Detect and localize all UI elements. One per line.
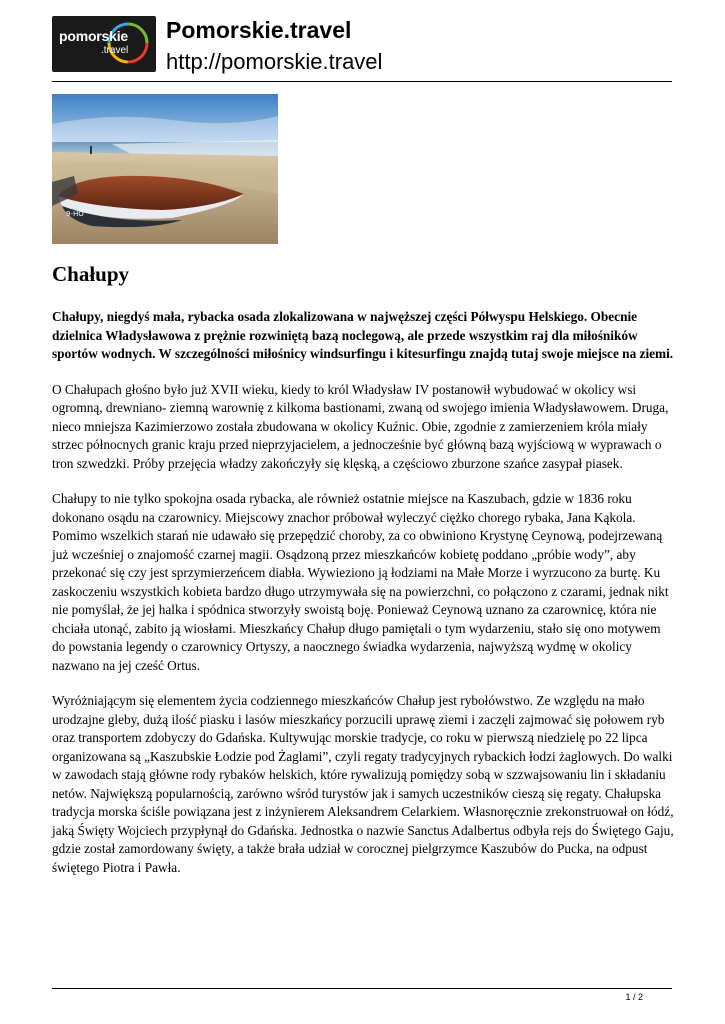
page-number: 1 / 2 — [625, 992, 643, 1002]
site-header — [52, 16, 672, 80]
article-paragraph: O Chałupach głośno było już XVII wieku, kiedy to król Władysław IV postanowił wybudować w okolicy wsi ogromną, drewniano- ziemną warownię z kilkoma bastionami, zwaną od swojego imienia Władysławowem. Druga, nieco mniejsza Kazimierzowo została zbudowana w okolicy Kuźnic. Obie, zgodnie z zamierzeniem króla miały strzec północnych granic kraju przed nieprzyjacielem, a jednocześnie być główną bazą wyjściową w wyprawach o tron szwedzki. Próby przejęcia władzy zakończyły się klęską, a częściowo zburzone szańce zasypał piasek. — [52, 381, 669, 471]
article-paragraph: Wyróżniającym się elementem życia codziennego mieszkańców Chałup jest rybołówstwo. Ze względu na mało urodzajne gleby, dużą ilość piasku i lasów mieszkańcy porzucili uprawę ziemi i zaczęli zajmować się połowem ryb oraz transportem zdobyczy do Gdańska. Kultywując morskie tradycje, co roku w pierwszą niedzielę po 22 lipca organizowana są „Kaszubskie Łodzie pod Żaglami”, czyli regaty tradycyjnych rybackich łodzi żaglowych. Do walki w zawodach stają główne rody rybaków helskich, które rywalizują pomiędzy sobą w szzwajsowaniu lin i składaniu netów. Największą popularnością, zarówno wśród turystów jak i samych uczestników cieszą się regaty. Chałupska tradycja morska ściśle powiązana jest z inżynierem Aleksandrem Celarkiem. Własnoręcznie zrekonstruował on łódź, jaką Święty Wojciech przypłynął do Gdańska. Jednostka o nazwie Sanctus Adalbertus odbyła rejs do Świętego Gaju, gdzie został zamordowany święty, a także brała udział w corocznej pielgrzymce Kaszubów do Pucka, na odpust świętego Piotra i Pawła. — [52, 693, 674, 875]
logo-wordmark: pomorskie — [59, 28, 128, 44]
site-title: Pomorskie.travel — [166, 17, 352, 43]
article-photo — [52, 94, 278, 244]
article-lead: Chałupy, niegdyś mała, rybacka osada zlokalizowana w najwęższej części Półwyspu Helskiego. Obecnie dzielnica Władysławowa z prężnie rozwiniętą bazą noclegową, ale przede wszystkim raj dla miłośników sportów wodnych. W szczególności miłośnicy windsurfingu i kitesurfingu znajdą tutaj swoje miejsce na ziemi. — [52, 309, 674, 361]
logo-ring-icon — [52, 16, 156, 72]
article-title: Chałupy — [52, 262, 130, 286]
article-body — [52, 308, 676, 894]
header-divider — [52, 81, 672, 82]
footer-divider — [52, 988, 672, 989]
article-paragraph: Chałupy to nie tylko spokojna osada rybacka, ale również ostatnie miejsce na Kaszubach, gdzie w 1836 roku dokonano osądu na czarownicy. Miejscowy znachor próbował wyleczyć ciężko chorego rybaka, Jana Kąkola. Pomimo wszelkich starań nie udawało się przepędzić choroby, za co obwiniono Krystynę Ceynową, podejrzewaną już wcześniej o znajomość czarnej magii. Osądzoną przez mieszkańców kobietę poddano „próbie wody”, aby przekonać się czy jest sprzymierzeńcem diabła. Wywieziono ją łodziami na Małe Morze i wyrzucono za burtę. Ku zaskoczeniu wszystkich kobieta bardzo długo utrzymywała się na powierzchni, co połączono z czarami, jednak nikt nie pomyślał, że jej halka i spódnica stworzyły swoistą boję. Ponieważ Ceynową uznano za czarownicę, która nie chciała utonąć, zabito ją wiosłami. Mieszkańcy Chałup długo pamiętali o tym wydarzeniu, stało się ono motywem do powstania legendy o czarownicy Ortyszy, a naocznego świadka wydarzenia, najwyższą wydmę w okolicy nazwano na jej cześć Ortus. — [52, 491, 669, 673]
boat-number: 9-HO — [66, 210, 84, 218]
site-url-link[interactable]: http://pomorskie.travel — [166, 49, 383, 74]
pomorskie-logo[interactable] — [52, 16, 156, 72]
logo-suffix: .travel — [101, 45, 129, 56]
